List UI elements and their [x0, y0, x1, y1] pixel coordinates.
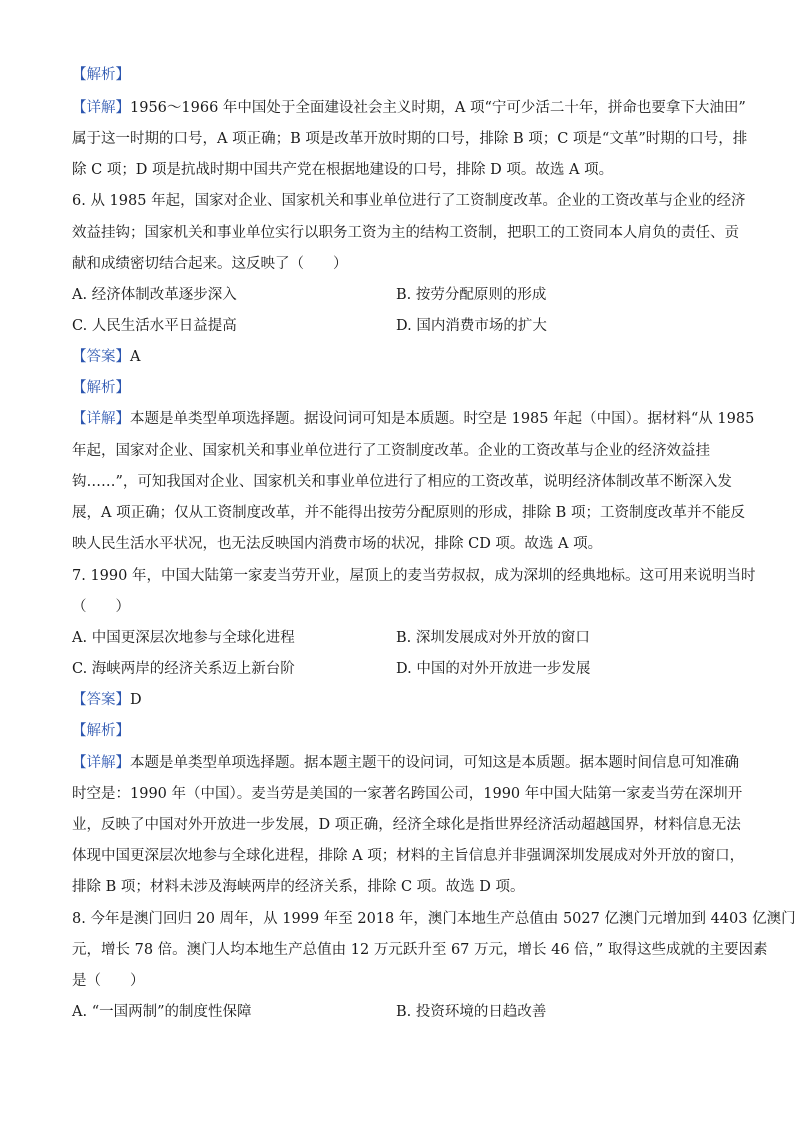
q7-answer-label: 【答案】 [72, 692, 130, 708]
q7-answer-value: D [130, 692, 142, 708]
q7-analysis-label: 【解析】 [72, 723, 130, 739]
q6-detail-line-1 [72, 408, 755, 430]
q7-stem-line-1: 7. 1990 年，中国大陆第一家麦当劳开业，屋顶上的麦当劳叔叔，成为深圳的经典地标。这可用来说明当时 [72, 568, 756, 584]
q6-answer [72, 346, 722, 368]
q6-option-c: C. 人民生活水平日益提高 [72, 318, 237, 334]
q6-detail-line-5: 映人民生活水平状况，也无法反映国内消费市场的状况，排除 CD 项。故选 A 项。 [72, 536, 603, 552]
q8-stem-line-2: 元，增长 78 倍。澳门人均本地生产总值由 12 万元跃升至 67 万元，增长 46 倍，” 取得这些成就的主要因素 [72, 942, 768, 958]
q7-detail-line-5: 排除 B 项；材料未涉及海峡两岸的经济关系，排除 C 项。故选 D 项。 [72, 879, 525, 895]
q7-detail-line-2: 时空是：1990 年（中国）。麦当劳是美国的一家著名跨国公司，1990 年中国大陆第一家麦当劳在深圳开 [72, 786, 743, 802]
q5-detail-line-2: 属于这一时期的口号，A 项正确；B 项是改革开放时期的口号，排除 B 项；C 项是“文革”时期的口号，排 [72, 131, 748, 147]
q6-option-d: D. 国内消费市场的扩大 [396, 318, 547, 334]
q6-answer-label: 【答案】 [72, 349, 130, 365]
q8-stem-line-3: 是（ ） [72, 973, 145, 989]
q7-detail-line-4: 体现中国更深层次地参与全球化进程，排除 A 项；材料的主旨信息并非强调深圳发展成对外开放的窗口， [72, 848, 745, 864]
q7-detail-line-1 [72, 752, 739, 774]
q5-detail-line-1 [72, 97, 746, 119]
q5-detail-label: 【详解】 [72, 100, 130, 116]
q7-detail-text-1: 本题是单类型单项选择题。据本题主题干的设问词，可知这是本质题。据本题时间信息可知准确 [130, 755, 739, 771]
q8-option-a: A. “一国两制”的制度性保障 [72, 1004, 252, 1020]
q6-option-b: B. 按劳分配原则的形成 [396, 287, 547, 303]
q8-option-b: B. 投资环境的日趋改善 [396, 1004, 547, 1020]
q6-detail-line-2: 年起，国家对企业、国家机关和事业单位进行了工资制度改革。企业的工资改革与企业的经济效益挂 [72, 443, 710, 459]
q7-detail-line-3: 业，反映了中国对外开放进一步发展，D 项正确，经济全球化是指世界经济活动超越国界，材料信息无法 [72, 817, 741, 833]
q6-stem-line-2: 效益挂钩；国家机关和事业单位实行以职务工资为主的结构工资制，把职工的工资同本人肩负的责任、贡 [72, 225, 739, 241]
q7-detail-label: 【详解】 [72, 755, 130, 771]
q5-detail-line-3: 除 C 项；D 项是抗战时期中国共产党在根据地建设的口号，排除 D 项。故选 A 项。 [72, 162, 614, 178]
q6-answer-value: A [130, 349, 141, 365]
q7-option-a: A. 中国更深层次地参与全球化进程 [72, 630, 295, 646]
q6-detail-line-3: 钩……”，可知我国对企业、国家机关和事业单位进行了相应的工资改革，说明经济体制改革不断深入发 [72, 474, 732, 490]
q7-option-c: C. 海峡两岸的经济关系迈上新台阶 [72, 661, 295, 677]
q6-stem-line-3: 献和成绩密切结合起来。这反映了（ ） [72, 256, 348, 272]
q6-detail-label: 【详解】 [72, 411, 130, 427]
q6-option-a: A. 经济体制改革逐步深入 [72, 287, 237, 303]
q7-stem-line-2: （ ） [72, 599, 130, 615]
q6-stem-line-1: 6. 从 1985 年起，国家对企业、国家机关和事业单位进行了工资制度改革。企业的工资改革与企业的经济 [72, 193, 746, 209]
q6-analysis-label: 【解析】 [72, 380, 130, 396]
q5-detail-text-1: 1956～1966 年中国处于全面建设社会主义时期，A 项“宁可少活二十年，拼命也要拿下大油田” [130, 100, 746, 116]
q6-detail-text-1: 本题是单类型单项选择题。据设问词可知是本质题。时空是 1985 年起（中国）。据材料“从 1985 [130, 411, 755, 427]
q7-option-b: B. 深圳发展成对外开放的窗口 [396, 630, 590, 646]
q8-stem-line-1: 8. 今年是澳门回归 20 周年，从 1999 年至 2018 年，澳门本地生产总值由 5027 亿澳门元增加到 4403 亿澳门 [72, 911, 796, 927]
q6-detail-line-4: 展，A 项正确；仅从工资制度改革，并不能得出按劳分配原则的形成，排除 B 项；工资制度改革并不能反 [72, 505, 745, 521]
q7-option-d: D. 中国的对外开放进一步发展 [396, 661, 591, 677]
q7-answer [72, 689, 722, 711]
q5-analysis-label: 【解析】 [72, 67, 130, 83]
